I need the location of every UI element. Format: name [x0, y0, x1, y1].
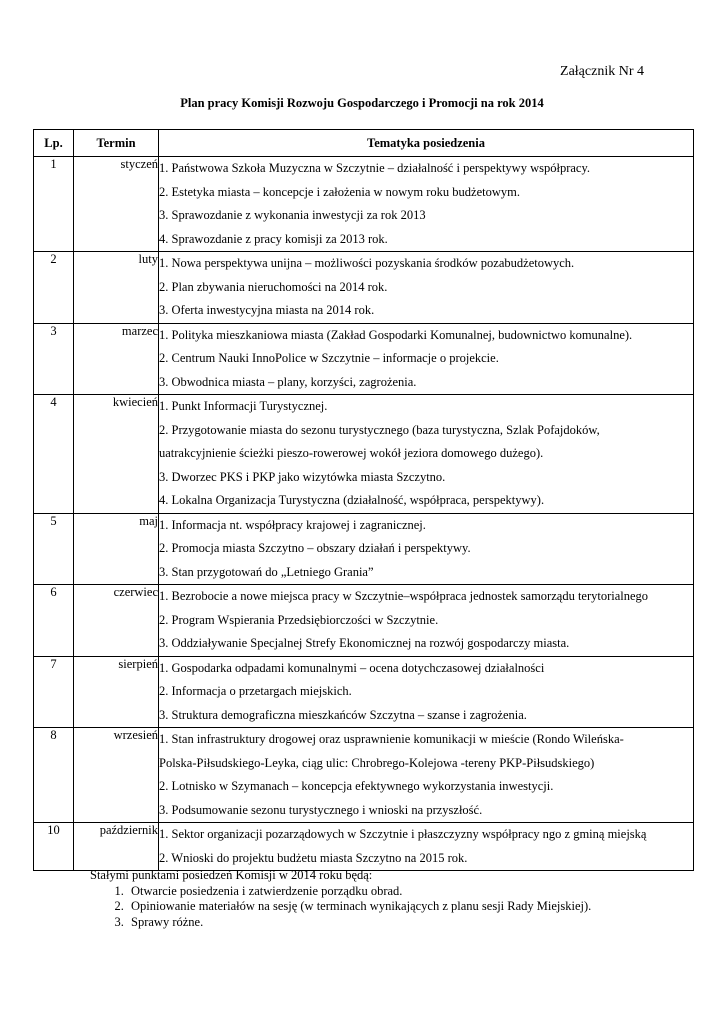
row-number: 7 [34, 656, 74, 728]
row-topics [159, 157, 694, 252]
topic-line: uatrakcyjnienie ścieżki pieszo-rowerowej wokół jeziora domowego dużego). [159, 446, 544, 460]
row-number: 8 [34, 728, 74, 823]
topic-line: 2. Przygotowanie miasta do sezonu turystycznego (baza turystyczna, Szlak Pofajdoków, [159, 422, 600, 437]
topic-line: 2. Centrum Nauki InnoPolice w Szczytnie – informacje o projekcie. [159, 351, 499, 365]
table-row [34, 728, 694, 823]
table-row [34, 323, 694, 395]
row-topics [159, 823, 694, 871]
topic-line: 3. Struktura demograficzna mieszkańców Szczytna – szanse i zagrożenia. [159, 707, 527, 722]
topic-line: 1. Gospodarka odpadami komunalnymi – ocena dotychczasowej działalności [159, 660, 545, 675]
row-month: marzec [74, 323, 159, 395]
row-month: wrzesień [74, 728, 159, 823]
row-month: sierpień [74, 656, 159, 728]
topic-line: 1. Informacja nt. współpracy krajowej i zagranicznej. [159, 517, 426, 532]
topic-line: 3. Oddziaływanie Specjalnej Strefy Ekonomicznej na rozwój gospodarczy miasta. [159, 636, 570, 650]
header-lp: Lp. [34, 130, 74, 157]
row-topics [159, 323, 694, 395]
topic-line: 1. Bezrobocie a nowe miejsca pracy w Szczytnie–współpraca jednostek samorządu terytorialnego [159, 589, 649, 603]
topic-line: 1. Punkt Informacji Turystycznej. [159, 399, 328, 413]
topic-line: 2. Wnioski do projektu budżetu miasta Szczytno na 2015 rok. [159, 850, 468, 865]
table-header-row [34, 130, 694, 157]
topic-line: 1. Polityka mieszkaniowa miasta (Zakład Gospodarki Komunalnej, budownictwo komunalne). [159, 327, 633, 342]
table-row [34, 823, 694, 871]
row-number: 6 [34, 585, 74, 657]
row-number: 2 [34, 252, 74, 324]
row-number: 5 [34, 513, 74, 585]
row-topics [159, 656, 694, 728]
standing-item: 1. Otwarcie posiedzenia i zatwierdzenie porządku obrad. [127, 884, 591, 900]
topic-line: 3. Dworzec PKS i PKP jako wizytówka miasta Szczytno. [159, 469, 446, 484]
row-month: luty [74, 252, 159, 324]
table-row [34, 656, 694, 728]
topic-line: 1. Sektor organizacji pozarządowych w Szczytnie i płaszczyzny współpracy ngo z gminą miejską [159, 827, 647, 841]
work-plan-table [33, 129, 694, 871]
row-number: 1 [34, 157, 74, 252]
table-row [34, 513, 694, 585]
document-title: Plan pracy Komisji Rozwoju Gospodarczego i Promocji na rok 2014 [180, 96, 544, 110]
topic-line: 3. Sprawozdanie z wykonania inwestycji za rok 2013 [159, 208, 426, 222]
row-topics [159, 513, 694, 585]
standing-item: 2. Opiniowanie materiałów na sesję (w terminach wynikających z planu sesji Rady Miejskiej). [127, 899, 591, 915]
row-month: czerwiec [74, 585, 159, 657]
table-row [34, 157, 694, 252]
topic-line: 3. Obwodnica miasta – plany, korzyści, zagrożenia. [159, 374, 417, 389]
standing-items-list [90, 884, 591, 931]
row-month: październik [74, 823, 159, 871]
table-row [34, 395, 694, 514]
row-topics [159, 395, 694, 514]
topic-line: 4. Sprawozdanie z pracy komisji za 2013 rok. [159, 231, 388, 246]
topic-line: 1. Stan infrastruktury drogowej oraz usprawnienie komunikacji w mieście (Rondo Wileńska- [159, 732, 624, 746]
standing-items-intro: Stałymi punktami posiedzeń Komisji w 2014 roku będą: [90, 868, 373, 882]
topic-line: 2. Program Wspierania Przedsiębiorczości w Szczytnie. [159, 612, 439, 627]
topic-line: 4. Lokalna Organizacja Turystyczna (działalność, współpraca, perspektywy). [159, 493, 545, 507]
table-body [34, 157, 694, 871]
standing-item: 3. Sprawy różne. [127, 915, 591, 931]
topic-line: 2. Informacja o przetargach miejskich. [159, 684, 352, 698]
topic-line: 3. Stan przygotowań do „Letniego Grania” [159, 564, 374, 579]
row-month: kwiecień [74, 395, 159, 514]
table-row [34, 252, 694, 324]
topic-line: 3. Oferta inwestycyjna miasta na 2014 rok. [159, 303, 375, 317]
topic-line: 3. Podsumowanie sezonu turystycznego i wnioski na przyszłość. [159, 802, 483, 817]
topic-line: 1. Państwowa Szkoła Muzyczna w Szczytnie – działalność i perspektywy współpracy. [159, 161, 591, 175]
row-number: 4 [34, 395, 74, 514]
topic-line: 2. Lotnisko w Szymanach – koncepcja efektywnego wykorzystania inwestycji. [159, 779, 554, 793]
row-month: styczeń [74, 157, 159, 252]
row-topics [159, 728, 694, 823]
row-number: 10 [34, 823, 74, 871]
topic-line: 2. Promocja miasta Szczytno – obszary działań i perspektywy. [159, 541, 471, 555]
topic-line: Polska-Piłsudskiego-Leyka, ciąg ulic: Chrobrego-Kolejowa -tereny PKP-Piłsudskiego) [159, 755, 595, 770]
standing-items-section [90, 868, 591, 930]
row-number: 3 [34, 323, 74, 395]
row-month: maj [74, 513, 159, 585]
annex-label: Załącznik Nr 4 [560, 64, 644, 79]
header-topics: Tematyka posiedzenia [159, 130, 694, 157]
topic-line: 2. Plan zbywania nieruchomości na 2014 rok. [159, 279, 388, 294]
topic-line: 2. Estetyka miasta – koncepcje i założenia w nowym roku budżetowym. [159, 184, 521, 199]
header-termin: Termin [74, 130, 159, 157]
row-topics [159, 252, 694, 324]
row-topics [159, 585, 694, 657]
topic-line: 1. Nowa perspektywa unijna – możliwości pozyskania środków pozabudżetowych. [159, 256, 575, 270]
table-row [34, 585, 694, 657]
